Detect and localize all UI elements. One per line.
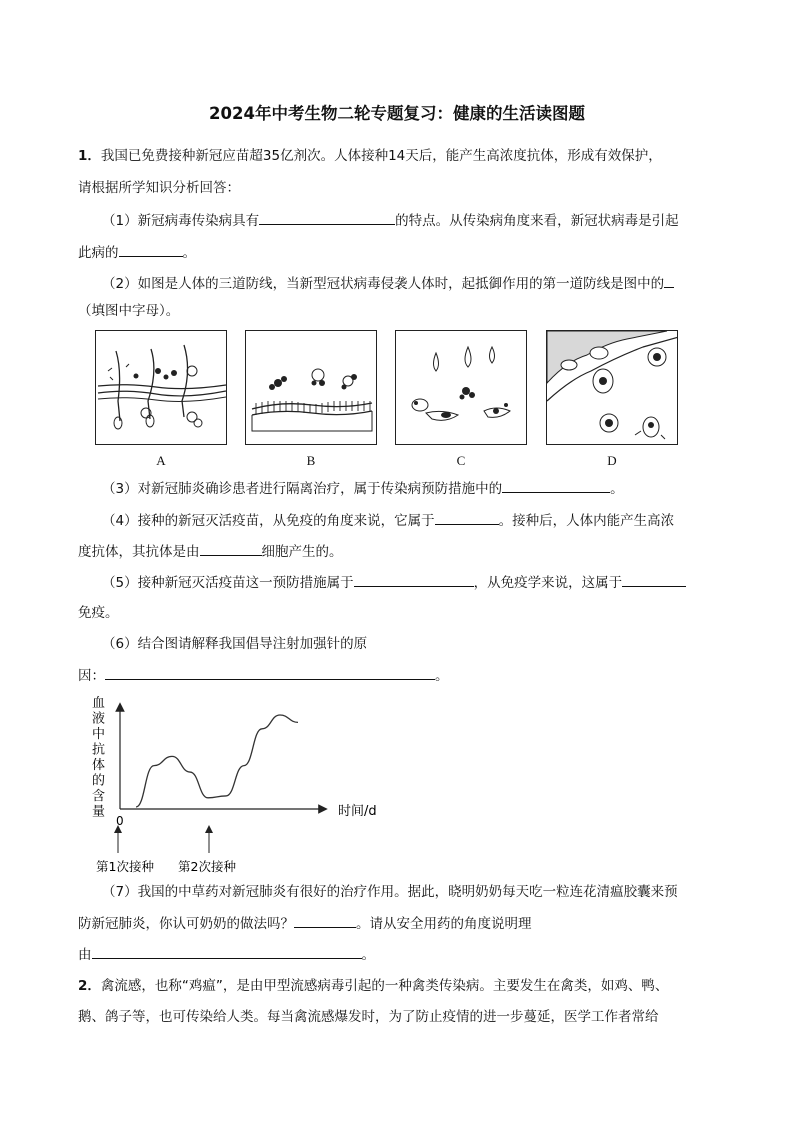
first-dose-label: 第1次接种 <box>96 859 154 873</box>
answer-blank-5[interactable] <box>435 510 499 525</box>
panel-a-skin <box>95 330 227 445</box>
origin-label: 0 <box>116 814 124 828</box>
q1-part2-text: （2）如图是人体的三道防线，当新型冠状病毒侵袭人体时，起抵御作用的第一道防线是图中的 <box>102 276 665 292</box>
x-axis-label: 时间/d <box>338 804 377 819</box>
q1-part4-text-c: 度抗体，其抗体是由 <box>78 544 200 560</box>
q1-part7-text-b: 。请从安全用药的角度说明理 <box>356 916 532 932</box>
panel-label-b: B <box>306 453 316 468</box>
answer-blank-4[interactable] <box>502 478 610 493</box>
q2-text-1: 禽流感，也称“鸡瘟”，是由甲型流感病毒引起的一种禽类传染病。主要发生在禽类，如鸡、鸭、 <box>100 978 669 994</box>
q1-part4-text-d: 细胞产生的。 <box>261 544 343 560</box>
answer-blank-6[interactable] <box>200 541 262 556</box>
panel-label-a: A <box>156 453 166 468</box>
q2-line1 <box>78 976 668 996</box>
answer-blank-9[interactable] <box>105 665 435 680</box>
y-axis-label-char: 的 <box>92 773 106 789</box>
antibody-level-chart <box>88 693 398 873</box>
q1-part3-text-b: 。 <box>610 481 624 497</box>
q1-part7-text-d: 。 <box>361 947 375 963</box>
answer-blank-8[interactable] <box>622 572 686 587</box>
y-axis-label-char: 血 <box>92 696 106 711</box>
panel-label-c: C <box>456 453 466 468</box>
q1-part4-text-b: 。接种后，人体内能产生高浓 <box>498 513 675 529</box>
q1-part1-text-d: 。 <box>182 245 196 261</box>
q1-stem-line1 <box>78 146 662 166</box>
q1-part5-text-a: （5）接种新冠灭活疫苗这一预防措施属于 <box>102 575 354 591</box>
q2-line2: 鹅、鸽子等，也可传染给人类。每当禽流感爆发时，为了防止疫情的进一步蔓延，医学工作者常给 <box>78 1009 659 1025</box>
phagocyte-illustration <box>396 331 527 445</box>
panel-c-phagocyte <box>395 330 527 445</box>
q1-part1-line2 <box>78 242 196 263</box>
q1-number: 1． <box>78 148 101 164</box>
page-title: 2024年中考生物二轮专题复习：健康的生活读图题 <box>209 104 585 123</box>
q1-part2-line1 <box>102 273 674 294</box>
answer-blank-3[interactable] <box>664 273 674 288</box>
q1-part4-line1 <box>102 510 674 531</box>
q1-stem-text: 我国已免费接种新冠应苗超35亿剂次。人体接种14天后，能产生高浓度抗体，形成有效保护， <box>100 148 662 164</box>
skin-illustration <box>96 331 227 445</box>
q1-part5-line2: 免疫。 <box>78 605 119 621</box>
q1-part6-line2 <box>78 665 449 686</box>
q1-stem-line2: 请根据所学知识分析回答： <box>78 180 240 196</box>
y-axis-label-char: 抗 <box>92 742 106 758</box>
q1-part5-line1 <box>102 572 686 593</box>
panel-b-mucosa <box>245 330 377 445</box>
q1-part6-line1: （6）结合图请解释我国倡导注射加强针的原 <box>102 636 368 652</box>
q1-part5-text-b: ，从免疫学来说，这属于 <box>473 575 623 591</box>
q2-number: 2． <box>78 978 101 994</box>
q1-part4-text-a: （4）接种的新冠灭活疫苗，从免疫的角度来说，它属于 <box>102 513 435 529</box>
y-axis-label-char: 中 <box>92 727 106 742</box>
answer-blank-7[interactable] <box>354 572 474 587</box>
q1-part1-text-b: 的特点。从传染病角度来看，新冠状病毒是引起 <box>395 213 679 229</box>
panel-d-lymphocyte <box>546 330 678 445</box>
q1-part7-line2 <box>78 913 532 934</box>
y-axis-label-char: 含 <box>92 789 106 804</box>
q1-part7-line1: （7）我国的中草药对新冠肺炎有很好的治疗作用。据此，晓明奶奶每天吃一粒连花清瘟胶囊来预 <box>102 884 678 900</box>
answer-blank-11[interactable] <box>92 944 362 959</box>
q1-part6-text-b: 。 <box>435 668 449 684</box>
answer-blank-1[interactable] <box>259 210 395 225</box>
q1-part1-line1 <box>102 210 679 231</box>
y-axis-label-char: 量 <box>92 804 106 820</box>
q1-part3-text-a: （3）对新冠肺炎确诊患者进行隔离治疗，属于传染病预防措施中的 <box>102 481 503 497</box>
q1-part7-line3 <box>78 944 375 965</box>
q1-part7-text-c: 由 <box>78 947 92 963</box>
answer-blank-10[interactable] <box>294 913 356 928</box>
q1-part4-line2 <box>78 541 343 562</box>
answer-blank-2[interactable] <box>119 242 183 257</box>
mucosa-illustration <box>246 331 377 445</box>
q1-part1-text-a: （1）新冠病毒传染病具有 <box>102 213 260 229</box>
y-axis-label-char: 液 <box>92 711 106 727</box>
antibody-curve <box>136 715 298 807</box>
q1-part2-line2: （填图中字母）。 <box>78 303 180 319</box>
second-dose-label: 第2次接种 <box>178 859 236 873</box>
q1-part3-line <box>102 478 624 499</box>
q1-part6-text-a: 因： <box>78 668 105 684</box>
lymphocyte-illustration <box>547 331 678 445</box>
q1-part1-text-c: 此病的 <box>78 245 119 261</box>
q1-part7-text-a: 防新冠肺炎，你认可奶奶的做法吗？ <box>78 916 294 932</box>
panel-label-d: D <box>607 453 617 468</box>
y-axis-label-char: 体 <box>92 758 106 773</box>
